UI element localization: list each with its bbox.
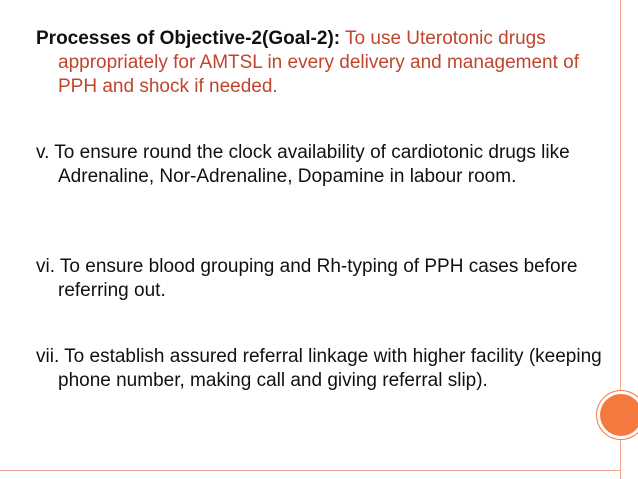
point-v: v. To ensure round the clock availability of cardiotonic drugs like Adrenaline, Nor-Adrenaline, Dopamine in labour room. [36, 142, 570, 187]
point-vii: vii. To establish assured referral linkage with higher facility (keeping phone number, making call and giving referral slip). [36, 346, 602, 391]
bottom-border-line [0, 470, 620, 471]
objective-paragraph [36, 27, 611, 99]
objective-text: To use Uterotonic drugs appropriately for AMTSL in every delivery and management of PPH and shock if needed. [58, 28, 580, 97]
objective-heading: Processes of Objective-2(Goal-2): [36, 28, 341, 49]
point-vi: vi. To ensure blood grouping and Rh-typing of PPH cases before referring out. [36, 256, 578, 301]
decorative-circle [600, 394, 638, 436]
